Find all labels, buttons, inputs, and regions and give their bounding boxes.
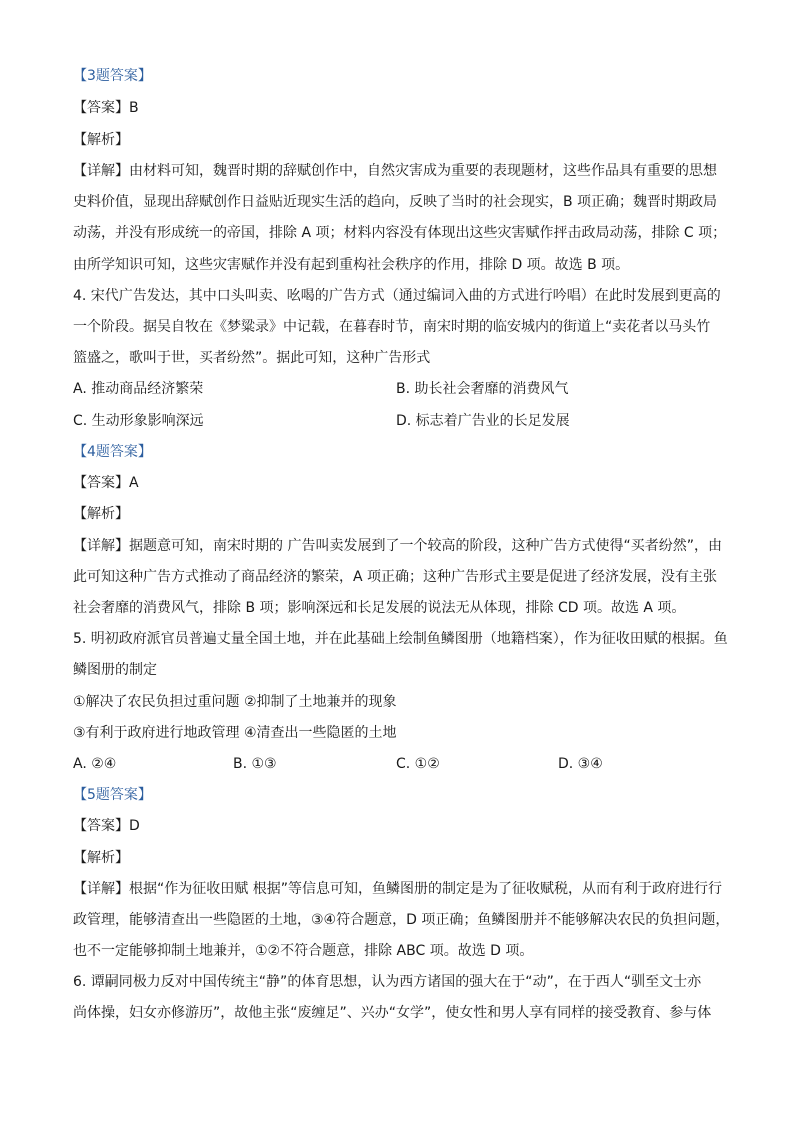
q4-option-d: D. 标志着广告业的长足发展	[396, 413, 570, 429]
q3-detail-line: 由所学知识可知，这些灾害赋作并没有起到重构社会秩序的作用，排除 D 项。故选 B 项。	[73, 257, 630, 273]
q4-stem-line: 篮盛之，歌叫于世，买者纷然”。据此可知，这种广告形式	[73, 350, 431, 366]
q4-answer: 【答案】A	[73, 475, 139, 491]
q3-answer-header: 【3题答案】	[73, 68, 152, 84]
q4-option-c: C. 生动形象影响深远	[73, 413, 204, 429]
q5-option-c: C. ①②	[396, 756, 440, 772]
q3-detail-line: 史料价值，显现出辞赋创作日益贴近现实生活的趋向，反映了当时的社会现实，B 项正确；魏晋时期政局	[73, 194, 718, 210]
q5-detail-line: 政管理，能够清查出一些隐匿的土地，③④符合题意，D 项正确；鱼鳞图册并不能够解决农民的负担问题，	[73, 912, 730, 928]
q5-detail-line: 也不一定能够抑制土地兼并，①②不符合题意，排除 ABC 项。故选 D 项。	[73, 943, 534, 959]
q4-analysis-header: 【解析】	[73, 506, 129, 522]
q5-answer-header: 【5题答案】	[73, 787, 152, 803]
q5-stem-line: 5. 明初政府派官员普遍丈量全国土地，并在此基础上绘制鱼鳞图册（地籍档案），作为征收田赋的根据。鱼	[73, 631, 728, 647]
q5-stem-line: 鳞图册的制定	[73, 662, 157, 678]
q5-option-b: B. ①③	[233, 756, 277, 772]
q5-statements-line: ③有利于政府进行地政管理 ④清查出一些隐匿的土地	[73, 725, 397, 741]
q5-option-a: A. ②④	[73, 756, 117, 772]
q4-option-a: A. 推动商品经济繁荣	[73, 381, 204, 397]
q5-analysis-header: 【解析】	[73, 850, 129, 866]
q4-stem-line: 一个阶段。据吴自牧在《梦粱录》中记载，在暮春时节，南宋时期的临安城内的街道上“卖花者以马头竹	[73, 319, 711, 335]
q4-answer-header: 【4题答案】	[73, 444, 152, 460]
q3-answer: 【答案】B	[73, 100, 139, 116]
q5-detail-line: 【详解】根据“作为征收田赋 根据”等信息可知，鱼鳞图册的制定是为了征收赋税，从而有利于政府进行行	[73, 881, 722, 897]
q6-stem-line: 6. 谭嗣同极力反对中国传统主“静”的体育思想，认为西方诸国的强大在于“动”，在于西人“驯至文士亦	[73, 974, 702, 990]
q4-detail-line: 社会奢靡的消费风气，排除 B 项；影响深远和长足发展的说法无从体现，排除 CD 项。故选 A 项。	[73, 600, 686, 616]
q4-detail-line: 此可知这种广告方式推动了商品经济的繁荣，A 项正确；这种广告形式主要是促进了经济发展，没有主张	[73, 569, 718, 585]
q4-stem-line: 4. 宋代广告发达，其中口头叫卖、吆喝的广告方式（通过编词入曲的方式进行吟唱）在此时发展到更高的	[73, 288, 721, 304]
q5-option-d: D. ③④	[558, 756, 603, 772]
q3-detail-line: 动荡，并没有形成统一的帝国，排除 A 项；材料内容没有体现出这些灾害赋作抨击政局动荡，排除 C 项；	[73, 225, 727, 241]
q5-statements-line: ①解决了农民负担过重问题 ②抑制了土地兼并的现象	[73, 694, 397, 710]
q3-detail-line: 【详解】由材料可知，魏晋时期的辞赋创作中，自然灾害成为重要的表现题材，这些作品具有重要的思想	[73, 163, 717, 179]
q6-stem-line: 尚体操，妇女亦修游历”，故他主张“废缠足”、兴办“女学”，使女性和男人享有同样的接受教育、参与体	[73, 1005, 712, 1021]
q4-detail-line: 【详解】据题意可知，南宋时期的 广告叫卖发展到了一个较高的阶段，这种广告方式使得“买者纷然”，由	[73, 538, 722, 554]
q3-analysis-header: 【解析】	[73, 132, 129, 148]
q5-answer: 【答案】D	[73, 818, 140, 834]
q4-option-b: B. 助长社会奢靡的消费风气	[396, 381, 569, 397]
